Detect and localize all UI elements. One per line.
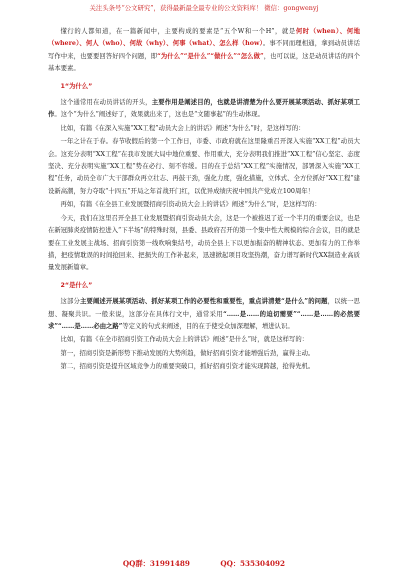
s2-paragraph-4: 第二，招商引资是提升区域竞争力的重要突破口，抓好招商引资才能实现跨越，抢得先机。 bbox=[60, 363, 315, 371]
header-banner: 关注头条号“公文研究”，获得最新最全最专业的公文资料库！ 微信：gongwenyj bbox=[89, 4, 319, 12]
section-1-heading: 1“为什么” bbox=[60, 82, 93, 90]
s1-paragraph-1 bbox=[48, 97, 360, 122]
s1-p1-bold: 主要作用是阐述目的，也就是讲清楚为什么要开展某项活动、抓好某项工作 bbox=[48, 99, 360, 119]
intro-text-2: 。事不同而理相通，拿到动员讲话写作中来，也要要回答好四个问题，即 bbox=[48, 40, 360, 60]
s2-paragraph-2: 比如，有篇《在全市招商引资工作动员大会上的讲话》阐述“是什么”时，就是这样写的： bbox=[60, 336, 309, 344]
s2-p1-bold-1: 主要阐述开展某项活动、抓好某项工作的必要性和重要性，重点讲清楚“是什么”的问题 bbox=[79, 298, 328, 306]
s2-paragraph-1 bbox=[48, 296, 360, 333]
footer-contact bbox=[0, 559, 408, 569]
s1-paragraph-3: 一年之计在于春。春节收假后的第一个工作日，市委、市政府就在这里隆重召开深入实施“XX工程”动员大会。这充分表明“XX工程”在我市发展大局中地位重要、作用重大，充分表明我们推进“XX工程”信心坚定、态度坚决、充分表明实施“XX工程”势在必行、刻不容缓。目的在于总结“XX工程”实施情况，部署深入实施“XX工程”任务，动员全市广大干部群众再立壮志、再鼓干劲，强化力度，强化措施，立体式、全方位抓好“XX工程”建设新高潮，努力夺取“十四五”开局之年首战开门红，以优异成绩庆祝中国共产党成立100周年！ bbox=[48, 138, 360, 195]
s1-p1-text-b: 。这个“为什么”阐述好了，效果就出来了，这也是“文随事起”的生动体现。 bbox=[54, 111, 264, 119]
footer-qq: QQ：535304092 bbox=[220, 559, 286, 568]
document-body bbox=[48, 26, 360, 374]
intro-text-1: 懂行的人都知道，在一篇新闻中，主要构成的要素是“五个W和一个H”，就是 bbox=[60, 28, 296, 35]
intro-highlight-red: 何时（when）、何地（where）、何人（who）、何故（why）、何事（what）、怎么样（how） bbox=[48, 28, 360, 48]
s1-paragraph-4: 再如，有篇《在全县工业发展暨招商引资动员大会上的讲话》阐述“为什么”时，是这样写的： bbox=[60, 201, 321, 209]
s1-p1-text-a: 这个通常用在动员讲话的开头， bbox=[60, 99, 152, 107]
s1-paragraph-2: 比如，有篇《在深入实施“XX工程”动员大会上的讲话》阐述“为什么”时，是这样写的： bbox=[60, 124, 305, 132]
s2-p1-text-a: 这部分 bbox=[60, 298, 80, 306]
s1-paragraph-5: 今天，我们在这里召开全县工业发展暨招商引资动员大会，这是一个被推迟了近一个半月的重要会议，也是在新冠肺炎疫情防控进入“下半场”的特殊时刻，县委、县政府召开的第一个集中性大规模的综合会议，目的就是要在工业发展主战场、招商引资第一线吹响集结号，动员全县上下以更加振奋的精神状态、更加有力的工作举措，把疫情耽误的时间抢回来、把损失的工作补起来，迅速掀起项目攻坚热潮，奋力谱写新时代XX制造业高质量发展新篇章。 bbox=[48, 214, 360, 272]
intro-highlight-bold: “为什么”“是什么”“做什么”“怎么做” bbox=[157, 52, 264, 60]
s2-p1-text-c: 等定义的句式来阐述，目的在于使受众加深理解，增进认识。 bbox=[122, 322, 294, 330]
footer-qq-group: QQ群：31991489 bbox=[122, 559, 190, 568]
section-2-heading: 2“是什么” bbox=[60, 281, 93, 289]
intro-paragraph bbox=[48, 26, 360, 76]
s2-paragraph-3: 第一，招商引资是新形势下推动发展的大势所趋，做好招商引资才能增强后劲，赢得主动。 bbox=[60, 349, 315, 357]
intro-text-3: ，也可以说，这是动员讲话的四个基本要素。 bbox=[48, 52, 360, 73]
s2-p1-bold-2: “……是……的迫切需要”“……是……的必然要求”“……是……必由之路” bbox=[48, 310, 360, 330]
s2-p1-text-b: ，以统一思想、凝聚共识。一般来说，这部分在具体行文中，通常采用 bbox=[48, 298, 360, 318]
